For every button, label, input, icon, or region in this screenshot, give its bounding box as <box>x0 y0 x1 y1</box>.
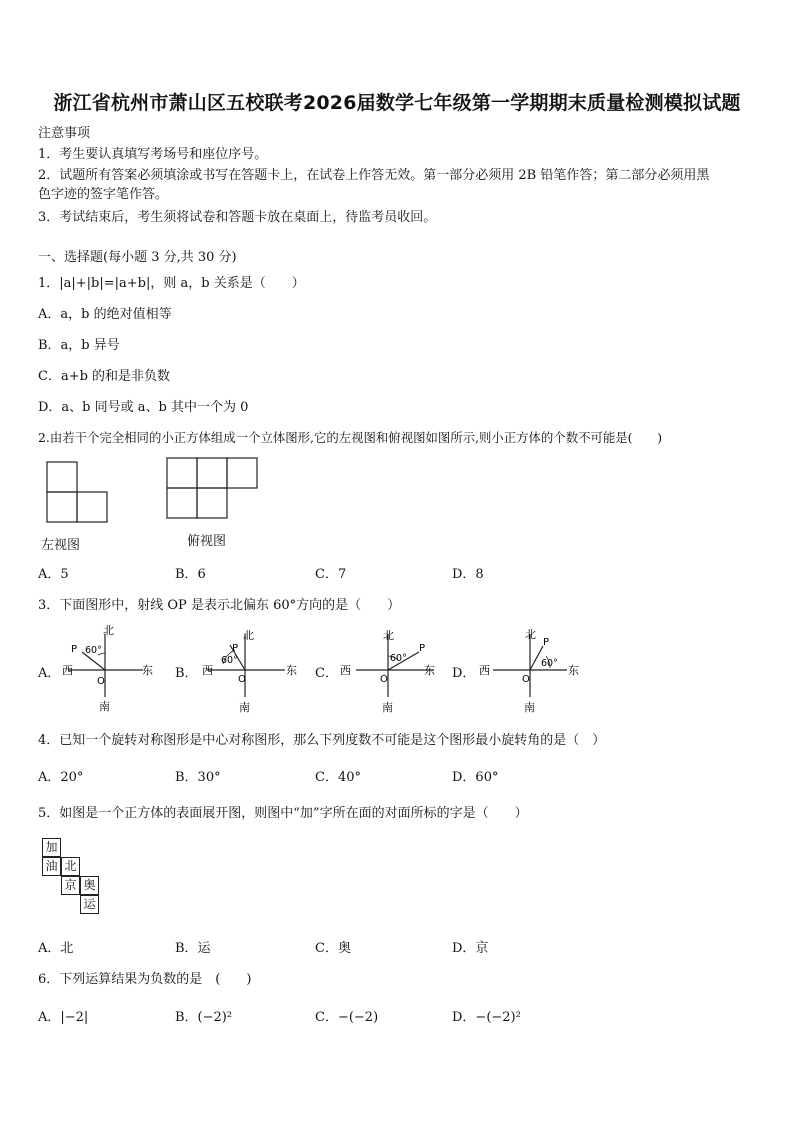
svg-text:P: P <box>543 637 550 648</box>
svg-text:东: 东 <box>424 664 435 677</box>
net-face: 北 <box>61 857 80 876</box>
q6-option-d: D．−(−2)² <box>452 1010 521 1025</box>
svg-text:O: O <box>380 674 388 685</box>
svg-text:南: 南 <box>382 701 393 714</box>
svg-text:西: 西 <box>202 664 213 677</box>
page-title: 浙江省杭州市萧山区五校联考2026届数学七年级第一学期期末质量检测模拟试题 <box>53 92 741 114</box>
q2-left-view-figure <box>45 460 115 525</box>
svg-text:P: P <box>71 644 78 655</box>
q1-option-a: A．a，b 的绝对值相等 <box>38 307 172 322</box>
svg-text:O: O <box>238 674 246 685</box>
svg-text:60°: 60° <box>221 655 238 666</box>
q4-option-a: A．20° <box>38 770 84 785</box>
svg-text:P: P <box>232 643 239 654</box>
q1-option-b: B．a，b 异号 <box>38 338 120 353</box>
q3-option-c: C． <box>315 666 338 681</box>
note-2-cont: 色字迹的签字笔作答。 <box>38 187 169 202</box>
q3-stem: 3．下面图形中，射线 OP 是表示北偏东 60°方向的是（ ） <box>38 598 401 613</box>
q6-option-b: B．(−2)² <box>175 1010 233 1025</box>
svg-text:60°: 60° <box>85 645 102 656</box>
svg-text:60°: 60° <box>541 658 558 669</box>
svg-text:东: 东 <box>142 664 153 677</box>
note-1: 1．考生要认真填写考场号和座位序号。 <box>38 147 268 162</box>
q4-option-b: B．30° <box>175 770 221 785</box>
q5-option-a: A．北 <box>38 941 74 956</box>
note-2: 2．试题所有答案必须填涂或书写在答题卡上，在试卷上作答无效。第一部分必须用 2B 铅笔作答；第二部分必须用黑 <box>38 168 710 183</box>
section-heading: 一、选择题(每小题 3 分,共 30 分) <box>38 250 237 265</box>
q2-left-view-caption: 左视图 <box>41 538 81 553</box>
svg-text:北: 北 <box>383 629 394 642</box>
svg-text:O: O <box>97 676 105 687</box>
q4-stem: 4．已知一个旋转对称图形是中心对称图形，那么下列度数不可能是这个图形最小旋转角的是（ ） <box>38 733 606 748</box>
svg-text:P: P <box>419 643 426 654</box>
note-3: 3．考试结束后，考生须将试卷和答题卡放在桌面上，待监考员收回。 <box>38 210 437 225</box>
q6-option-a: A．|−2| <box>38 1010 89 1025</box>
q3-option-b: B． <box>175 666 198 681</box>
net-face: 运 <box>80 895 99 914</box>
q2-option-b: B．6 <box>175 567 206 582</box>
q2-top-view-figure <box>165 456 260 521</box>
notes-heading: 注意事项 <box>38 126 91 141</box>
net-face: 奥 <box>80 876 99 895</box>
q6-option-c: C．−(−2) <box>315 1010 379 1025</box>
q2-stem: 2.由若干个完全相同的小正方体组成一个立体图形,它的左视图和俯视图如图所示,则小正方体的个数不可能是( ) <box>38 430 663 445</box>
q5-option-b: B．运 <box>175 941 211 956</box>
q1-option-c: C．a+b 的和是非负数 <box>38 369 171 384</box>
svg-text:西: 西 <box>340 664 351 677</box>
svg-text:南: 南 <box>524 701 535 714</box>
q2-option-c: C．7 <box>315 567 347 582</box>
q5-stem: 5．如图是一个正方体的表面展开图，则图中“加”字所在面的对面所标的字是（ ） <box>38 806 528 821</box>
q4-option-c: C．40° <box>315 770 361 785</box>
net-face: 京 <box>61 876 80 895</box>
svg-text:北: 北 <box>525 628 536 641</box>
svg-text:北: 北 <box>243 629 254 642</box>
q3-option-a: A． <box>38 666 61 681</box>
svg-text:南: 南 <box>99 700 110 713</box>
q2-option-a: A．5 <box>38 567 69 582</box>
net-face: 加 <box>42 838 61 857</box>
q3-compass-b <box>197 622 302 714</box>
svg-text:西: 西 <box>62 664 73 677</box>
svg-text:东: 东 <box>286 664 297 677</box>
q5-option-c: C．奥 <box>315 941 351 956</box>
q3-compass-d <box>475 622 585 714</box>
q2-top-view-caption: 俯视图 <box>187 534 227 549</box>
q6-stem: 6．下列运算结果为负数的是 ( ) <box>38 972 252 987</box>
net-face: 油 <box>42 857 61 876</box>
q4-option-d: D．60° <box>452 770 499 785</box>
svg-text:东: 东 <box>568 664 579 677</box>
q1-stem: 1．|a|+|b|=|a+b|，则 a，b 关系是（ ） <box>38 276 305 291</box>
q5-cube-net <box>42 838 104 918</box>
svg-text:O: O <box>522 674 530 685</box>
svg-text:南: 南 <box>239 701 250 714</box>
q3-compass-c <box>336 622 444 714</box>
q3-compass-a <box>58 622 158 714</box>
q3-option-d: D． <box>452 666 476 681</box>
svg-text:西: 西 <box>479 664 490 677</box>
q2-option-d: D．8 <box>452 567 484 582</box>
q1-option-d: D．a、b 同号或 a、b 其中一个为 0 <box>38 400 249 415</box>
q5-option-d: D．京 <box>452 941 489 956</box>
svg-text:北: 北 <box>103 624 114 637</box>
svg-text:60°: 60° <box>390 653 407 664</box>
